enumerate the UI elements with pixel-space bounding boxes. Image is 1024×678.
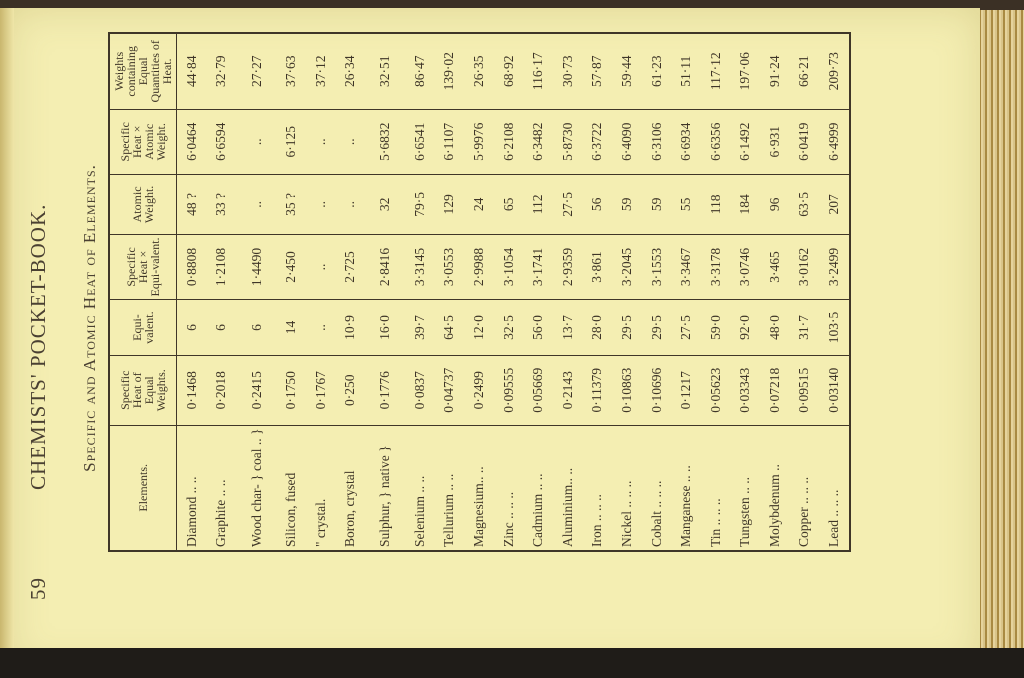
cell-sh-atomic: 5·9976 — [464, 109, 494, 174]
cell-atomic-weight: 79·5 — [405, 175, 435, 235]
table-row — [236, 33, 276, 551]
cell-sh-atomic: 6·6934 — [671, 109, 701, 174]
cell-equivalent: 103·5 — [819, 300, 850, 356]
cell-sh-equivalent: 2·725 — [335, 234, 365, 299]
column-header: Specific Heat × Atomic Weight. — [109, 109, 177, 174]
cell-sh-atomic: 5·8730 — [553, 109, 583, 174]
cell-weights: 26·34 — [335, 33, 365, 109]
cell-atomic-weight: 65 — [494, 175, 524, 235]
cell-sh-equivalent: 1·4490 — [236, 234, 276, 299]
table-row — [207, 33, 237, 551]
cell-specific-heat: 0·2499 — [464, 355, 494, 425]
cell-atomic-weight: 59 — [642, 175, 672, 235]
cell-weights: 30·73 — [553, 33, 583, 109]
cell-specific-heat: 0·2415 — [236, 355, 276, 425]
cell-weights: 44·84 — [177, 33, 207, 109]
cell-element: Cobalt .. .. .. — [648, 480, 664, 547]
cell-specific-heat: 0·03140 — [819, 355, 850, 425]
cell-element: Sulphur, } native } — [377, 445, 393, 547]
cell-specific-heat: 0·2143 — [553, 355, 583, 425]
cell-atomic-weight: 24 — [464, 175, 494, 235]
cell-weights: 27·27 — [236, 33, 276, 109]
cell-sh-equivalent: 3·1054 — [494, 234, 524, 299]
cell-atomic-weight: 184 — [731, 175, 761, 235]
cell-specific-heat: 0·11379 — [583, 355, 613, 425]
cell-sh-equivalent: 3·2045 — [612, 234, 642, 299]
book-page — [8, 8, 980, 670]
cell-sh-equivalent: 3·2499 — [819, 234, 850, 299]
cell-equivalent: 31·7 — [790, 300, 820, 356]
cell-specific-heat: 0·1217 — [671, 355, 701, 425]
table-row — [612, 33, 642, 551]
running-header — [26, 40, 62, 600]
table-row — [306, 33, 336, 551]
cell-sh-equivalent: 2·8416 — [365, 234, 405, 299]
cell-weights: 116·17 — [523, 33, 553, 109]
cell-equivalent: 59·0 — [701, 300, 731, 356]
cell-element: Iron .. .. .. — [589, 494, 605, 547]
cell-atomic-weight: 33 ? — [207, 175, 237, 235]
table-row — [523, 33, 553, 551]
cell-specific-heat: 0·03343 — [731, 355, 761, 425]
cell-element: Magnesium.. .. — [470, 466, 486, 547]
table-row — [177, 33, 207, 551]
cell-weights: 209·73 — [819, 33, 850, 109]
table-row — [494, 33, 524, 551]
cell-atomic-weight: 56 — [583, 175, 613, 235]
cell-weights: 51·11 — [671, 33, 701, 109]
cell-element: Diamond .. .. — [183, 476, 199, 547]
cell-specific-heat: 0·10863 — [612, 355, 642, 425]
table-row — [671, 33, 701, 551]
cell-equivalent: 29·5 — [642, 300, 672, 356]
cell-equivalent: 32·5 — [494, 300, 524, 356]
cell-element: Wood char- } coal .. } — [248, 428, 264, 547]
cell-element: Boron, crystal — [342, 470, 358, 547]
cell-sh-atomic: 6·3722 — [583, 109, 613, 174]
cell-sh-equivalent: 3·3145 — [405, 234, 435, 299]
cell-atomic-weight: 27·5 — [553, 175, 583, 235]
cell-element: Tin .. .. .. — [707, 498, 723, 547]
cell-element: " crystal. — [312, 498, 328, 547]
cell-element: Aluminium.. .. — [559, 467, 575, 547]
cell-atomic-weight: 112 — [523, 175, 553, 235]
table-row — [701, 33, 731, 551]
cell-atomic-weight: 207 — [819, 175, 850, 235]
cell-sh-equivalent: 2·9359 — [553, 234, 583, 299]
column-header: Specific Heat × Equi-valent. — [109, 234, 177, 299]
cell-weights: 26·35 — [464, 33, 494, 109]
cell-element: Silicon, fused — [282, 472, 298, 547]
cell-element: Manganese .. .. — [678, 465, 694, 547]
cell-sh-equivalent: 3·0162 — [790, 234, 820, 299]
cell-element: Graphite .. .. — [213, 479, 229, 547]
cell-atomic-weight: 96 — [760, 175, 790, 235]
cell-atomic-weight: 59 — [612, 175, 642, 235]
table-row — [405, 33, 435, 551]
cell-specific-heat: 0·07218 — [760, 355, 790, 425]
cell-weights: 61·23 — [642, 33, 672, 109]
table-row — [760, 33, 790, 551]
cell-element: Copper .. .. .. — [796, 476, 812, 547]
cell-sh-atomic: 6·4090 — [612, 109, 642, 174]
cell-element: Selenium .. .. — [411, 475, 427, 547]
cell-element: Cadmium .. .. — [530, 473, 546, 547]
cell-element: Molybdenum .. — [766, 464, 782, 547]
cell-element: Zinc .. .. .. — [500, 491, 516, 547]
cell-sh-atomic: 6·1107 — [435, 109, 465, 174]
page-number: 59 — [26, 577, 50, 600]
cell-sh-equivalent: 3·1553 — [642, 234, 672, 299]
cell-weights: 68·92 — [494, 33, 524, 109]
cell-equivalent: 6 — [207, 300, 237, 356]
cell-sh-atomic: .. — [306, 109, 336, 174]
cell-weights: 59·44 — [612, 33, 642, 109]
cell-sh-atomic: 6·125 — [276, 109, 306, 174]
table-body — [177, 33, 850, 551]
cell-sh-equivalent: 3·465 — [760, 234, 790, 299]
cell-element: Lead .. .. .. — [826, 489, 842, 547]
cell-equivalent: 64·5 — [435, 300, 465, 356]
cell-weights: 197·06 — [731, 33, 761, 109]
cell-sh-atomic: 6·3106 — [642, 109, 672, 174]
table-row — [553, 33, 583, 551]
table-row — [276, 33, 306, 551]
cell-specific-heat: 0·05669 — [523, 355, 553, 425]
cell-equivalent: 29·5 — [612, 300, 642, 356]
cell-atomic-weight: .. — [335, 175, 365, 235]
page-content — [8, 8, 968, 648]
cell-sh-atomic: .. — [236, 109, 276, 174]
cell-weights: 66·21 — [790, 33, 820, 109]
cell-sh-equivalent: 2·450 — [276, 234, 306, 299]
cell-atomic-weight: 63·5 — [790, 175, 820, 235]
cell-sh-equivalent: 1·2108 — [207, 234, 237, 299]
page-gutter — [0, 8, 14, 670]
cell-specific-heat: 0·250 — [335, 355, 365, 425]
cell-atomic-weight: 55 — [671, 175, 701, 235]
cell-specific-heat: 0·05623 — [701, 355, 731, 425]
cell-sh-atomic: 6·0464 — [177, 109, 207, 174]
table-row — [464, 33, 494, 551]
cell-sh-atomic: 6·4999 — [819, 109, 850, 174]
cell-atomic-weight: 118 — [701, 175, 731, 235]
cell-equivalent: 6 — [177, 300, 207, 356]
cell-equivalent: 14 — [276, 300, 306, 356]
cell-specific-heat: 0·0837 — [405, 355, 435, 425]
table-row — [365, 33, 405, 551]
cell-equivalent: 16·0 — [365, 300, 405, 356]
cell-equivalent: 12·0 — [464, 300, 494, 356]
cell-specific-heat: 0·1776 — [365, 355, 405, 425]
cell-sh-equivalent: 3·0553 — [435, 234, 465, 299]
background-bottom — [0, 648, 1024, 678]
table-row — [642, 33, 672, 551]
cell-sh-atomic: 6·0419 — [790, 109, 820, 174]
cell-atomic-weight: .. — [236, 175, 276, 235]
cell-sh-atomic: .. — [335, 109, 365, 174]
cell-element: Nickel .. .. .. — [618, 480, 634, 547]
cell-equivalent: 27·5 — [671, 300, 701, 356]
column-header: Weights containing Equal Quantities of Heat. — [109, 33, 177, 109]
table-title: Specific and Atomic Heat of Elements. — [80, 164, 99, 472]
cell-sh-equivalent: 3·3178 — [701, 234, 731, 299]
cell-weights: 37·12 — [306, 33, 336, 109]
cell-sh-equivalent: .. — [306, 234, 336, 299]
cell-specific-heat: 0·1750 — [276, 355, 306, 425]
cell-weights: 91·24 — [760, 33, 790, 109]
table-row — [790, 33, 820, 551]
cell-weights: 32·51 — [365, 33, 405, 109]
column-header: Elements. — [109, 425, 177, 551]
cell-sh-atomic: 6·6541 — [405, 109, 435, 174]
column-header: Atomic Weight. — [109, 175, 177, 235]
cell-equivalent: 6 — [236, 300, 276, 356]
cell-equivalent: 13·7 — [553, 300, 583, 356]
cell-atomic-weight: .. — [306, 175, 336, 235]
cell-sh-equivalent: 2·9988 — [464, 234, 494, 299]
cell-sh-atomic: 6·3482 — [523, 109, 553, 174]
cell-sh-equivalent: 0·8808 — [177, 234, 207, 299]
column-header: Specific Heat of Equal Weights. — [109, 355, 177, 425]
table-row — [435, 33, 465, 551]
running-title: CHEMISTS' POCKET-BOOK. — [26, 203, 50, 490]
cell-weights: 57·87 — [583, 33, 613, 109]
cell-element: Tellurium .. .. — [441, 473, 457, 547]
cell-element: Tungsten .. .. — [737, 476, 753, 547]
cell-weights: 86·47 — [405, 33, 435, 109]
cell-sh-atomic: 6·2108 — [494, 109, 524, 174]
cell-equivalent: 39·7 — [405, 300, 435, 356]
cell-sh-atomic: 6·931 — [760, 109, 790, 174]
cell-equivalent: 56·0 — [523, 300, 553, 356]
cell-equivalent: 28·0 — [583, 300, 613, 356]
table-row — [335, 33, 365, 551]
cell-specific-heat: 0·1468 — [177, 355, 207, 425]
cell-equivalent: 48·0 — [760, 300, 790, 356]
cell-sh-atomic: 6·1492 — [731, 109, 761, 174]
table-row — [819, 33, 850, 551]
cell-weights: 117·12 — [701, 33, 731, 109]
cell-sh-equivalent: 3·3467 — [671, 234, 701, 299]
cell-sh-atomic: 6·6594 — [207, 109, 237, 174]
cell-equivalent: 92·0 — [731, 300, 761, 356]
cell-specific-heat: 0·10696 — [642, 355, 672, 425]
table-row — [583, 33, 613, 551]
cell-atomic-weight: 35 ? — [276, 175, 306, 235]
cell-weights: 37·63 — [276, 33, 306, 109]
cell-specific-heat: 0·09555 — [494, 355, 524, 425]
cell-equivalent: 10·9 — [335, 300, 365, 356]
cell-weights: 139·02 — [435, 33, 465, 109]
cell-atomic-weight: 32 — [365, 175, 405, 235]
cell-specific-heat: 0·1767 — [306, 355, 336, 425]
table-header-row — [109, 33, 177, 551]
cell-sh-equivalent: 3·0746 — [731, 234, 761, 299]
cell-sh-equivalent: 3·1741 — [523, 234, 553, 299]
cell-equivalent: .. — [306, 300, 336, 356]
cell-weights: 32·79 — [207, 33, 237, 109]
table-row — [731, 33, 761, 551]
cell-atomic-weight: 48 ? — [177, 175, 207, 235]
cell-sh-atomic: 6·6356 — [701, 109, 731, 174]
cell-specific-heat: 0·04737 — [435, 355, 465, 425]
cell-atomic-weight: 129 — [435, 175, 465, 235]
cell-specific-heat: 0·2018 — [207, 355, 237, 425]
cell-specific-heat: 0·09515 — [790, 355, 820, 425]
specific-heat-table — [108, 32, 851, 552]
column-header: Equi-valent. — [109, 300, 177, 356]
cell-sh-equivalent: 3·861 — [583, 234, 613, 299]
cell-sh-atomic: 5·6832 — [365, 109, 405, 174]
